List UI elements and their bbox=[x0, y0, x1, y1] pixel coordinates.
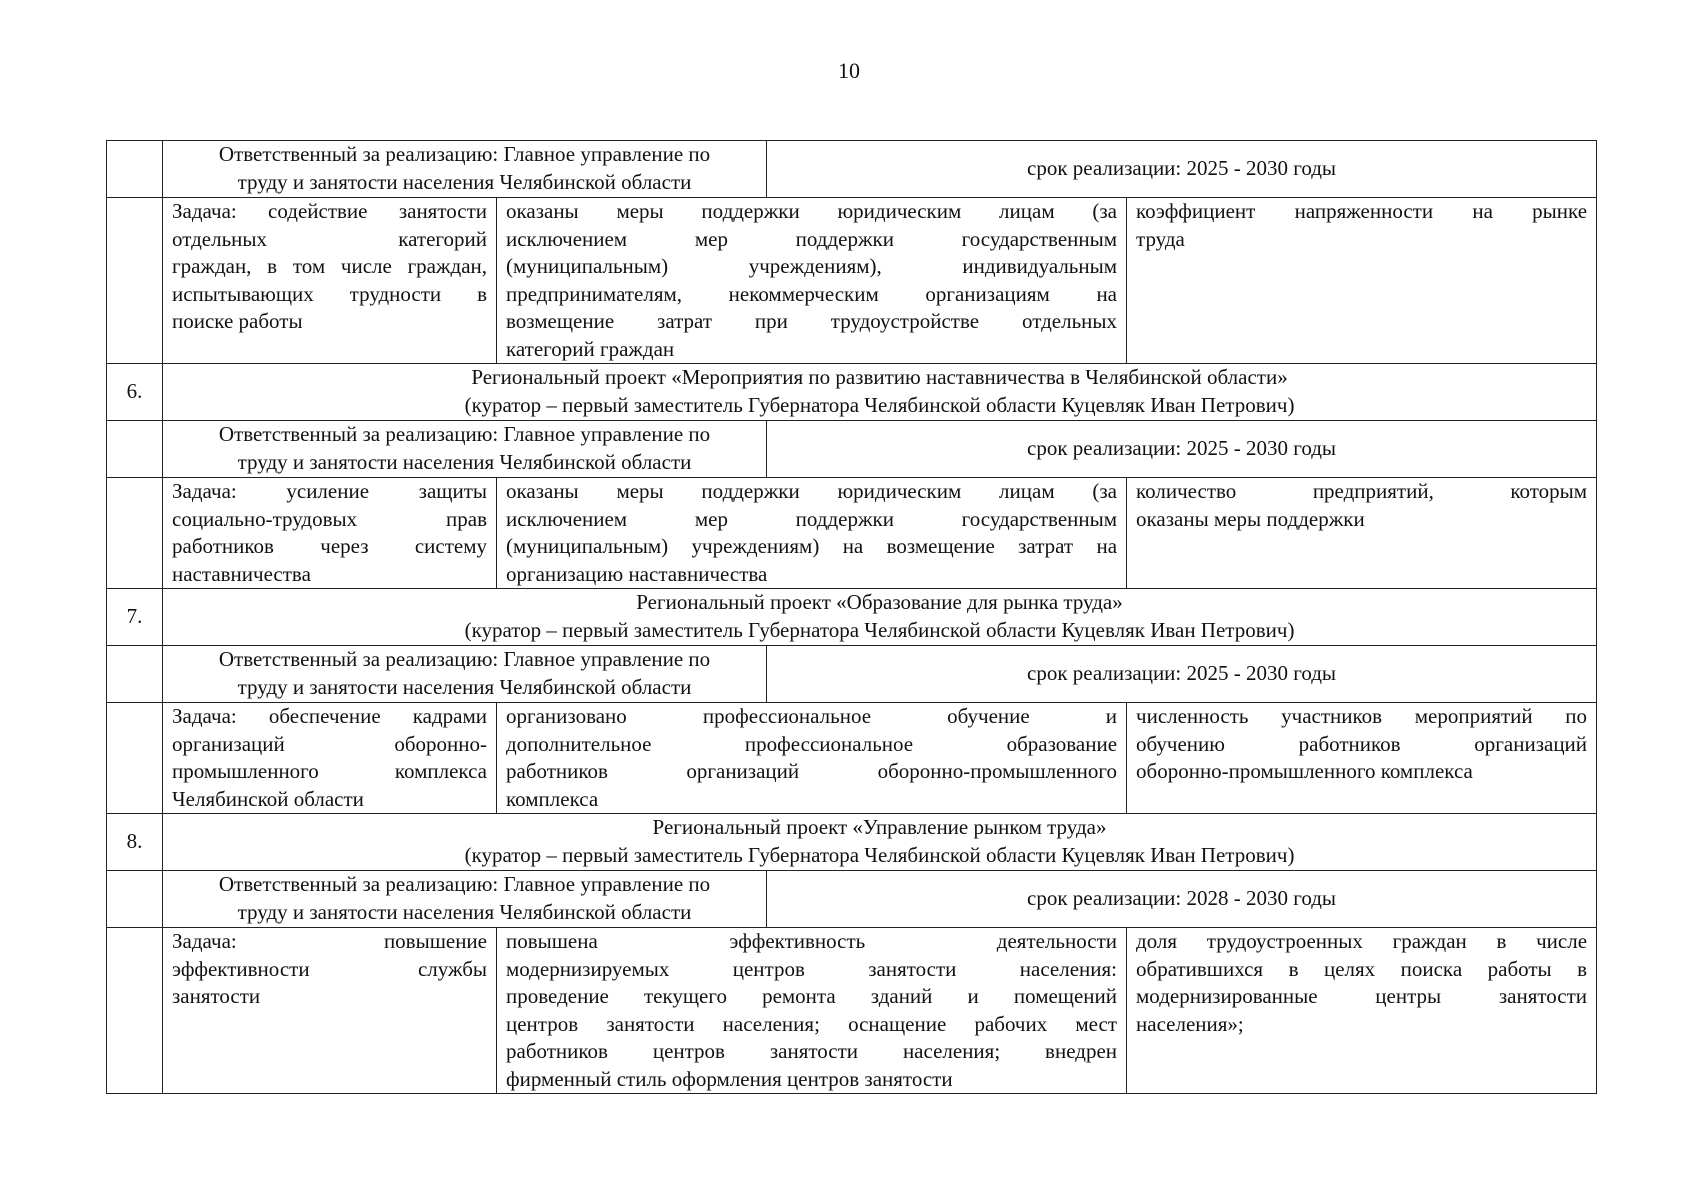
row-number: 6. bbox=[107, 364, 163, 421]
measure-cell bbox=[497, 478, 1127, 589]
project-curator: (куратор – первый заместитель Губернатора Челябинской области Куцевляк Иван Петрович) bbox=[464, 617, 1295, 642]
task-line: испытывающих трудности в bbox=[172, 281, 487, 306]
task-cell bbox=[163, 198, 497, 364]
row-number bbox=[107, 703, 163, 814]
responsible-row bbox=[107, 871, 1597, 928]
measure-line: работников центров занятости населения; внедрен bbox=[506, 1039, 1118, 1063]
measure-line: (муниципальным) учреждениям), индивидуальным bbox=[506, 254, 1118, 278]
project-row bbox=[107, 814, 1597, 871]
measure-line: дополнительное профессиональное образование bbox=[506, 731, 1118, 756]
responsible-line: труду и занятости населения Челябинской области bbox=[237, 169, 692, 194]
project-curator: (куратор – первый заместитель Губернатора Челябинской области Куцевляк Иван Петрович) bbox=[464, 392, 1295, 417]
project-cell bbox=[163, 364, 1597, 421]
measure-line: категорий граждан bbox=[506, 336, 675, 361]
measure-line: работников организаций оборонно-промышленного bbox=[506, 759, 1118, 783]
task-line: эффективности службы bbox=[172, 956, 487, 981]
project-cell bbox=[163, 814, 1597, 871]
row-number bbox=[107, 421, 163, 478]
row-number bbox=[107, 478, 163, 589]
row-number bbox=[107, 141, 163, 198]
indicator-cell bbox=[1127, 198, 1597, 364]
indicator-line: труда bbox=[1136, 226, 1185, 251]
measure-line: (муниципальным) учреждениям) на возмещение затрат на bbox=[506, 534, 1118, 558]
measure-line: комплекса bbox=[506, 786, 599, 811]
indicator-cell bbox=[1127, 478, 1597, 589]
responsible-line: труду и занятости населения Челябинской области bbox=[237, 674, 692, 699]
task-line: социально-трудовых прав bbox=[172, 506, 487, 531]
responsible-row bbox=[107, 646, 1597, 703]
indicator-line: оборонно-промышленного комплекса bbox=[1136, 759, 1473, 783]
measure-line: предпринимателям, некоммерческим организациям на bbox=[506, 281, 1118, 306]
term-cell: срок реализации: 2025 - 2030 годы bbox=[767, 141, 1597, 198]
project-row bbox=[107, 589, 1597, 646]
project-curator: (куратор – первый заместитель Губернатора Челябинской области Куцевляк Иван Петрович) bbox=[464, 842, 1295, 867]
responsible-line: Ответственный за реализацию: Главное управление по bbox=[218, 142, 711, 166]
measure-line: организацию наставничества bbox=[506, 561, 768, 586]
task-line: занятости bbox=[172, 984, 261, 1008]
responsible-line: труду и занятости населения Челябинской области bbox=[237, 899, 692, 924]
task-row bbox=[107, 703, 1597, 814]
responsible-line: Ответственный за реализацию: Главное управление по bbox=[218, 872, 711, 896]
responsible-cell bbox=[163, 871, 767, 928]
row-number bbox=[107, 928, 163, 1094]
task-line: наставничества bbox=[172, 561, 311, 586]
task-line: отдельных категорий bbox=[172, 226, 487, 251]
indicator-line: обучению работников организаций bbox=[1136, 731, 1588, 756]
task-line: промышленного комплекса bbox=[172, 759, 487, 783]
row-number bbox=[107, 646, 163, 703]
responsible-line: Ответственный за реализацию: Главное управление по bbox=[218, 422, 711, 446]
measure-cell bbox=[497, 198, 1127, 364]
task-line: граждан, в том числе граждан, bbox=[172, 254, 487, 278]
measure-line: модернизируемых центров занятости населения: bbox=[506, 956, 1118, 981]
task-line: организаций оборонно- bbox=[172, 731, 487, 756]
indicator-line: количество предприятий, которым bbox=[1136, 479, 1588, 503]
row-number bbox=[107, 871, 163, 928]
measure-cell bbox=[497, 703, 1127, 814]
project-cell bbox=[163, 589, 1597, 646]
term-cell: срок реализации: 2025 - 2030 годы bbox=[767, 421, 1597, 478]
term-cell: срок реализации: 2025 - 2030 годы bbox=[767, 646, 1597, 703]
measure-line: оказаны меры поддержки юридическим лицам (за bbox=[506, 479, 1118, 503]
task-line: Челябинской области bbox=[172, 786, 364, 811]
task-line: работников через систему bbox=[172, 534, 487, 558]
indicator-line: коэффициент напряженности на рынке bbox=[1136, 199, 1588, 223]
task-cell bbox=[163, 928, 497, 1094]
measure-line: оказаны меры поддержки юридическим лицам (за bbox=[506, 199, 1118, 223]
measure-line: возмещение затрат при трудоустройстве отдельных bbox=[506, 309, 1118, 333]
task-line: поиске работы bbox=[172, 309, 303, 333]
measure-line: фирменный стиль оформления центров занятости bbox=[506, 1066, 953, 1091]
measure-line: повышена эффективность деятельности bbox=[506, 929, 1118, 953]
measure-cell bbox=[497, 928, 1127, 1094]
task-line: Задача: содействие занятости bbox=[172, 199, 487, 223]
responsible-line: труду и занятости населения Челябинской области bbox=[237, 449, 692, 474]
responsible-cell bbox=[163, 141, 767, 198]
indicator-line: модернизированные центры занятости bbox=[1136, 984, 1588, 1008]
row-number: 7. bbox=[107, 589, 163, 646]
page-number: 10 bbox=[838, 58, 860, 83]
responsible-cell bbox=[163, 646, 767, 703]
task-line: Задача: повышение bbox=[172, 929, 487, 953]
indicator-cell bbox=[1127, 703, 1597, 814]
responsible-line: Ответственный за реализацию: Главное управление по bbox=[218, 647, 711, 671]
task-cell bbox=[163, 478, 497, 589]
indicator-line: доля трудоустроенных граждан в числе bbox=[1136, 929, 1588, 953]
indicator-cell bbox=[1127, 928, 1597, 1094]
responsible-row bbox=[107, 141, 1597, 198]
task-cell bbox=[163, 703, 497, 814]
responsible-cell bbox=[163, 421, 767, 478]
indicator-line: оказаны меры поддержки bbox=[1136, 506, 1365, 531]
task-line: Задача: усиление защиты bbox=[172, 479, 487, 503]
row-number: 8. bbox=[107, 814, 163, 871]
indicator-line: населения»; bbox=[1136, 1011, 1244, 1036]
measures-table bbox=[106, 140, 1597, 1094]
indicator-line: обратившихся в целях поиска работы в bbox=[1136, 956, 1588, 981]
measure-line: исключением мер поддержки государственным bbox=[506, 506, 1118, 531]
project-title: Региональный проект «Мероприятия по развитию наставничества в Челябинской области» bbox=[471, 365, 1288, 389]
measure-line: организовано профессиональное обучение и bbox=[506, 704, 1118, 728]
row-number bbox=[107, 198, 163, 364]
project-title: Региональный проект «Управление рынком труда» bbox=[652, 815, 1107, 839]
project-title: Региональный проект «Образование для рынка труда» bbox=[636, 590, 1123, 614]
measure-line: исключением мер поддержки государственным bbox=[506, 226, 1118, 251]
responsible-row bbox=[107, 421, 1597, 478]
term-cell: срок реализации: 2028 - 2030 годы bbox=[767, 871, 1597, 928]
measure-line: проведение текущего ремонта зданий и помещений bbox=[506, 984, 1118, 1008]
measure-line: центров занятости населения; оснащение рабочих мест bbox=[506, 1011, 1118, 1036]
task-row bbox=[107, 198, 1597, 364]
task-row bbox=[107, 928, 1597, 1094]
project-row bbox=[107, 364, 1597, 421]
task-row bbox=[107, 478, 1597, 589]
task-line: Задача: обеспечение кадрами bbox=[172, 704, 487, 728]
indicator-line: численность участников мероприятий по bbox=[1136, 704, 1588, 728]
